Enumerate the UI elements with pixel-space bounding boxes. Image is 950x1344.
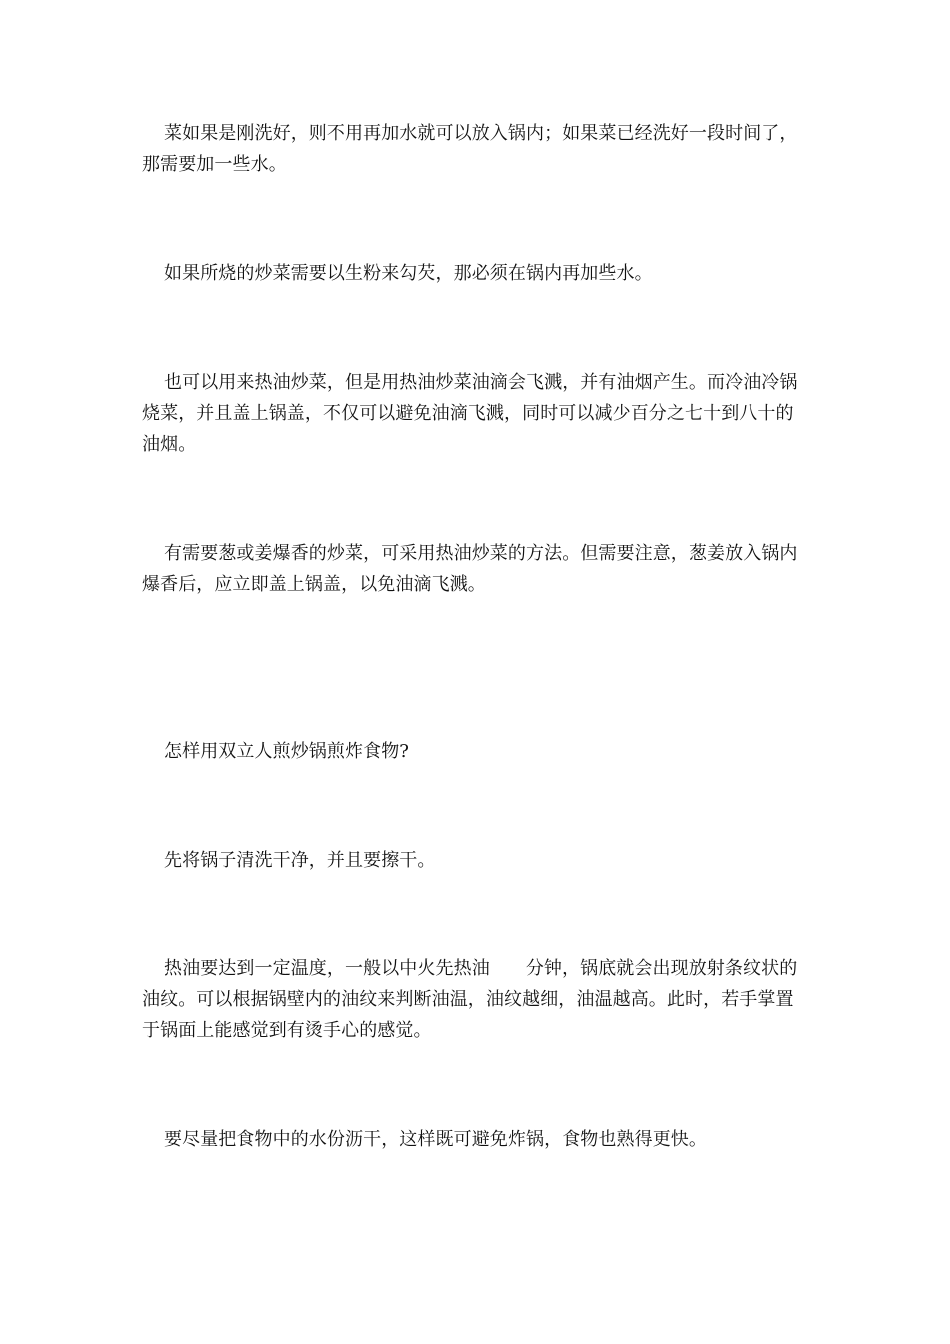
paragraph-oil-temperature <box>142 953 810 1046</box>
paragraph-starch-thickening: 如果所烧的炒菜需要以生粉来勾芡，那必须在锅内再加些水。 <box>164 263 653 284</box>
oil-temperature-text-end: 分钟，锅底就会出现放射条纹状的油纹。可以根据锅壁内的油纹来判断油温，油纹越细，油温越高。此时，若手掌置于锅面上能感觉到有烫手心的感觉。 <box>142 958 798 1041</box>
oil-temperature-text-start: 热油要达到一定温度，一般以中火先热油 <box>164 958 490 979</box>
paragraph-clean-pan: 先将锅子清洗干净，并且要擦干。 <box>164 850 436 871</box>
paragraph-scallion-ginger: 有需要葱或姜爆香的炒菜，可采用热油炒菜的方法。但需要注意，葱姜放入锅内爆香后，应立即盖上锅盖，以免油滴飞溅。 <box>142 543 798 595</box>
paragraph-vegetable-water: 菜如果是刚洗好，则不用再加水就可以放入锅内；如果菜已经洗好一段时间了，那需要加一些水。 <box>142 123 798 175</box>
paragraph-hot-oil-cooking: 也可以用来热油炒菜，但是用热油炒菜油滴会飞溅，并有油烟产生。而冷油冷锅烧菜，并且盖上锅盖，不仅可以避免油滴飞溅，同时可以减少百分之七十到八十的油烟。 <box>142 372 798 455</box>
section-question-frying: 怎样用双立人煎炒锅煎炸食物? <box>164 741 410 762</box>
paragraph-drain-water: 要尽量把食物中的水份沥干，这样既可避免炸锅，食物也熟得更快。 <box>164 1129 707 1150</box>
